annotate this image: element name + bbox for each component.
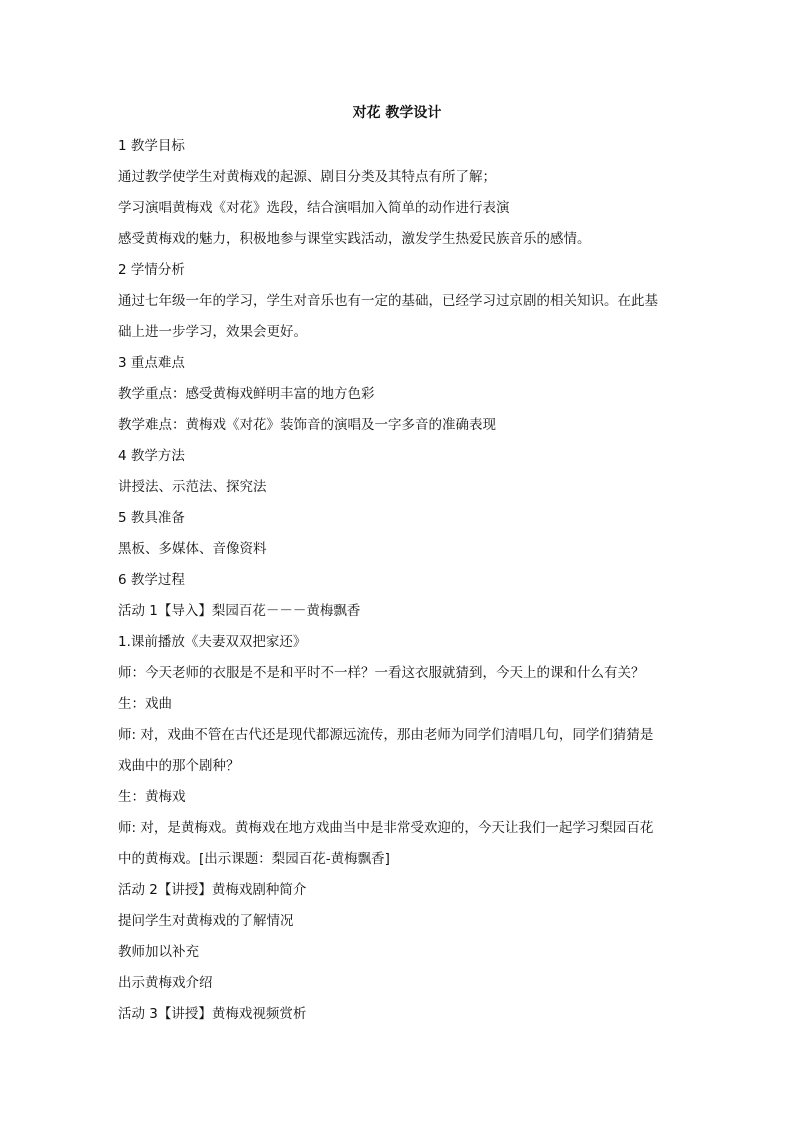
section-heading-analysis: 2 学情分析 xyxy=(118,262,185,278)
activity-heading: 活动 1【导入】梨园百花－－－黄梅飘香 xyxy=(118,603,361,619)
section-heading-methods: 4 教学方法 xyxy=(118,448,185,464)
paragraph-line: 师: 对，戏曲不管在古代还是现代都源远流传，那由老师为同学们清唱几句，同学们猜猜是 xyxy=(118,727,654,743)
document-body xyxy=(118,131,678,1030)
paragraph-line: 础上进一步学习，效果会更好。 xyxy=(118,324,307,340)
paragraph-line: 提问学生对黄梅戏的了解情况 xyxy=(118,913,294,929)
paragraph-line: 通过教学使学生对黄梅戏的起源、剧目分类及其特点有所了解； xyxy=(118,169,496,185)
paragraph-line: 戏曲中的那个剧种？ xyxy=(118,758,240,774)
paragraph-line: 中的黄梅戏。[出示课题：梨园百花-黄梅飘香] xyxy=(118,851,390,867)
paragraph-line: 感受黄梅戏的魅力，积极地参与课堂实践活动，激发学生热爱民族音乐的感情。 xyxy=(118,231,591,247)
paragraph-line: 师：今天老师的衣服是不是和平时不一样？一看这衣服就猜到，今天上的课和什么有关？ xyxy=(118,665,645,681)
section-heading-objectives: 1 教学目标 xyxy=(118,138,185,154)
paragraph-line: 出示黄梅戏介绍 xyxy=(118,975,213,991)
paragraph-line: 讲授法、示范法、探究法 xyxy=(118,479,267,495)
paragraph-line: 黑板、多媒体、音像资料 xyxy=(118,541,267,557)
paragraph-line: 学习演唱黄梅戏《对花》选段，结合演唱加入简单的动作进行表演 xyxy=(118,200,510,216)
paragraph-line: 生：黄梅戏 xyxy=(118,789,186,805)
paragraph-line: 师: 对，是黄梅戏。黄梅戏在地方戏曲当中是非常受欢迎的，今天让我们一起学习梨园百花 xyxy=(118,820,654,836)
paragraph-line: 1.课前播放《夫妻双双把家还》 xyxy=(118,634,307,650)
section-heading-process: 6 教学过程 xyxy=(118,572,185,588)
section-heading-materials: 5 教具准备 xyxy=(118,510,185,526)
paragraph-line: 教学难点：黄梅戏《对花》装饰音的演唱及一字多音的准确表现 xyxy=(118,417,496,433)
activity-heading: 活动 2【讲授】黄梅戏剧种简介 xyxy=(118,882,307,898)
section-heading-key-points: 3 重点难点 xyxy=(118,355,185,371)
paragraph-line: 通过七年级一年的学习，学生对音乐也有一定的基础，已经学习过京剧的相关知识。在此基 xyxy=(118,293,658,309)
paragraph-line: 教学重点：感受黄梅戏鲜明丰富的地方色彩 xyxy=(118,386,375,402)
activity-heading: 活动 3【讲授】黄梅戏视频赏析 xyxy=(118,1006,307,1022)
paragraph-line: 教师加以补充 xyxy=(118,944,199,960)
document-title: 对花 教学设计 xyxy=(352,105,442,121)
paragraph-line: 生：戏曲 xyxy=(118,696,172,712)
